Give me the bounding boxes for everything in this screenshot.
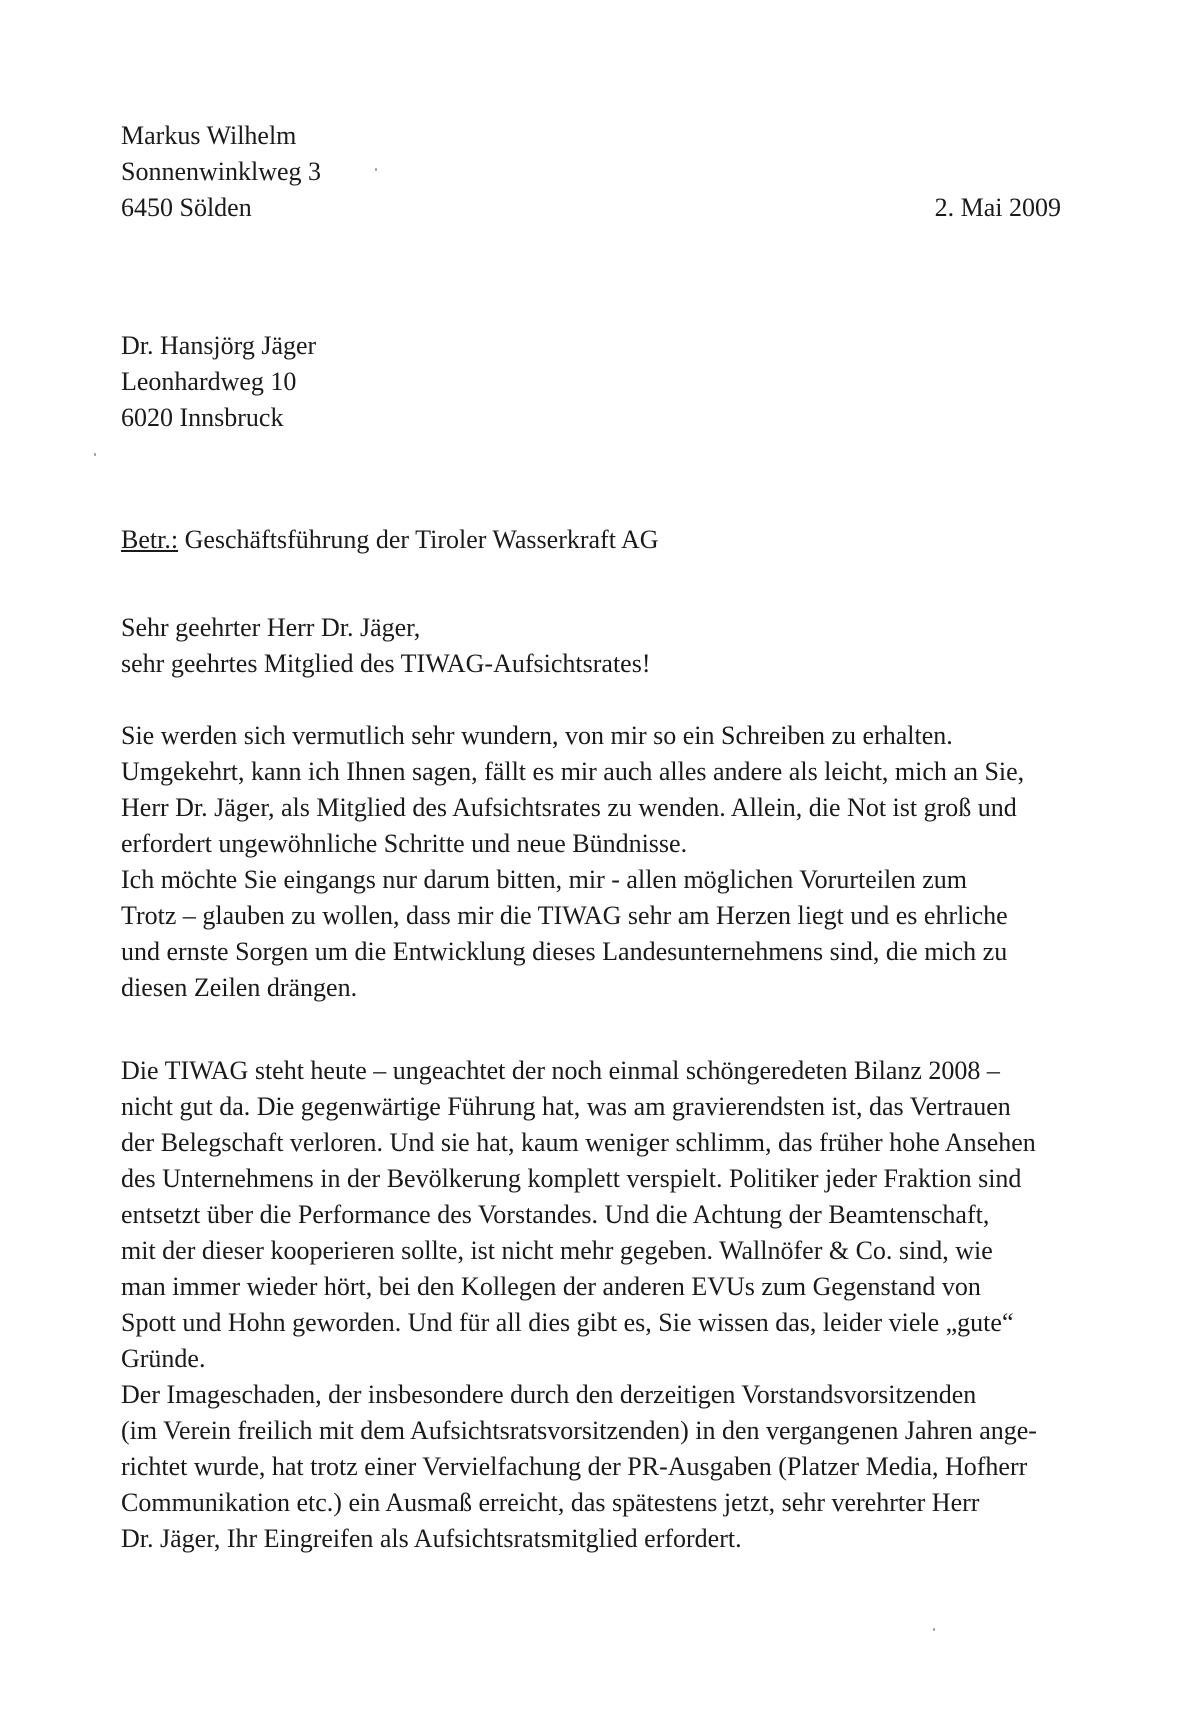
text-line: nicht gut da. Die gegenwärtige Führung hat, was am gravierendsten ist, das Vertrauen	[121, 1092, 1011, 1121]
sender-city: 6450 Sölden	[121, 193, 252, 222]
sender-street: Sonnenwinklweg 3	[121, 157, 322, 186]
recipient-city: 6020 Innsbruck	[121, 403, 284, 432]
text-line: Herr Dr. Jäger, als Mitglied des Aufsichtsrates zu wenden. Allein, die Not ist groß und	[121, 793, 1017, 822]
salutation-line: Sehr geehrter Herr Dr. Jäger,	[121, 613, 421, 642]
text-line: Spott und Hohn geworden. Und für all dies gibt es, Sie wissen das, leider viele „gute“	[121, 1308, 1014, 1337]
subject-label: Betr.:	[121, 525, 179, 554]
text-line: Die TIWAG steht heute – ungeachtet der noch einmal schöngeredeten Bilanz 2008 –	[121, 1056, 1000, 1085]
salutation-line: sehr geehrtes Mitglied des TIWAG-Aufsichtsrates!	[121, 649, 651, 678]
scan-speck	[933, 1628, 935, 1631]
text-line: Ich möchte Sie eingangs nur darum bitten, mir - allen möglichen Vorurteilen zum	[121, 865, 967, 894]
letter-date: 2. Mai 2009	[934, 193, 1061, 222]
text-line: und ernste Sorgen um die Entwicklung dieses Landesunternehmens sind, die mich zu	[121, 937, 1008, 966]
text-line: Dr. Jäger, Ihr Eingreifen als Aufsichtsratsmitglied erfordert.	[121, 1524, 742, 1553]
text-line: Communikation etc.) ein Ausmaß erreicht, das spätestens jetzt, sehr verehrter Herr	[121, 1488, 980, 1517]
scan-speck	[375, 168, 377, 171]
sender-name: Markus Wilhelm	[121, 121, 297, 150]
text-line: (im Verein freilich mit dem Aufsichtsratsvorsitzenden) in den vergangenen Jahren ange-	[121, 1416, 1037, 1445]
text-line: des Unternehmens in der Bevölkerung komplett verspielt. Politiker jeder Fraktion sind	[121, 1164, 1022, 1193]
text-line: Der Imageschaden, der insbesondere durch den derzeitigen Vorstandsvorsitzenden	[121, 1380, 977, 1409]
subject-text: Geschäftsführung der Tiroler Wasserkraft AG	[184, 525, 659, 554]
text-line: Umgekehrt, kann ich Ihnen sagen, fällt es mir auch alles andere als leicht, mich an Sie,	[121, 757, 1025, 786]
text-line: Sie werden sich vermutlich sehr wundern, von mir so ein Schreiben zu erhalten.	[121, 721, 953, 750]
paragraph-intro	[121, 718, 1024, 1006]
text-line: diesen Zeilen drängen.	[121, 973, 358, 1002]
text-line: erfordert ungewöhnliche Schritte und neue Bündnisse.	[121, 829, 688, 858]
text-line: der Belegschaft verloren. Und sie hat, kaum weniger schlimm, das früher hohe Ansehen	[121, 1128, 1036, 1157]
sender-address	[121, 118, 321, 226]
text-line: richtet wurde, hat trotz einer Vervielfachung der PR-Ausgaben (Platzer Media, Hofherr	[121, 1452, 1028, 1481]
recipient-name: Dr. Hansjörg Jäger	[121, 331, 317, 360]
text-line: Gründe.	[121, 1344, 206, 1373]
text-line: mit der dieser kooperieren sollte, ist nicht mehr gegeben. Wallnöfer & Co. sind, wie	[121, 1236, 993, 1265]
text-line: entsetzt über die Performance des Vorstandes. Und die Achtung der Beamtenschaft,	[121, 1200, 990, 1229]
subject-line	[121, 522, 659, 558]
text-line: man immer wieder hört, bei den Kollegen der anderen EVUs zum Gegenstand von	[121, 1272, 981, 1301]
text-line: Trotz – glauben zu wollen, dass mir die TIWAG sehr am Herzen liegt und es ehrliche	[121, 901, 1008, 930]
recipient-address	[121, 328, 316, 436]
recipient-street: Leonhardweg 10	[121, 367, 297, 396]
salutation	[121, 610, 650, 682]
scan-speck	[94, 453, 96, 456]
paragraph-situation	[121, 1053, 1037, 1557]
